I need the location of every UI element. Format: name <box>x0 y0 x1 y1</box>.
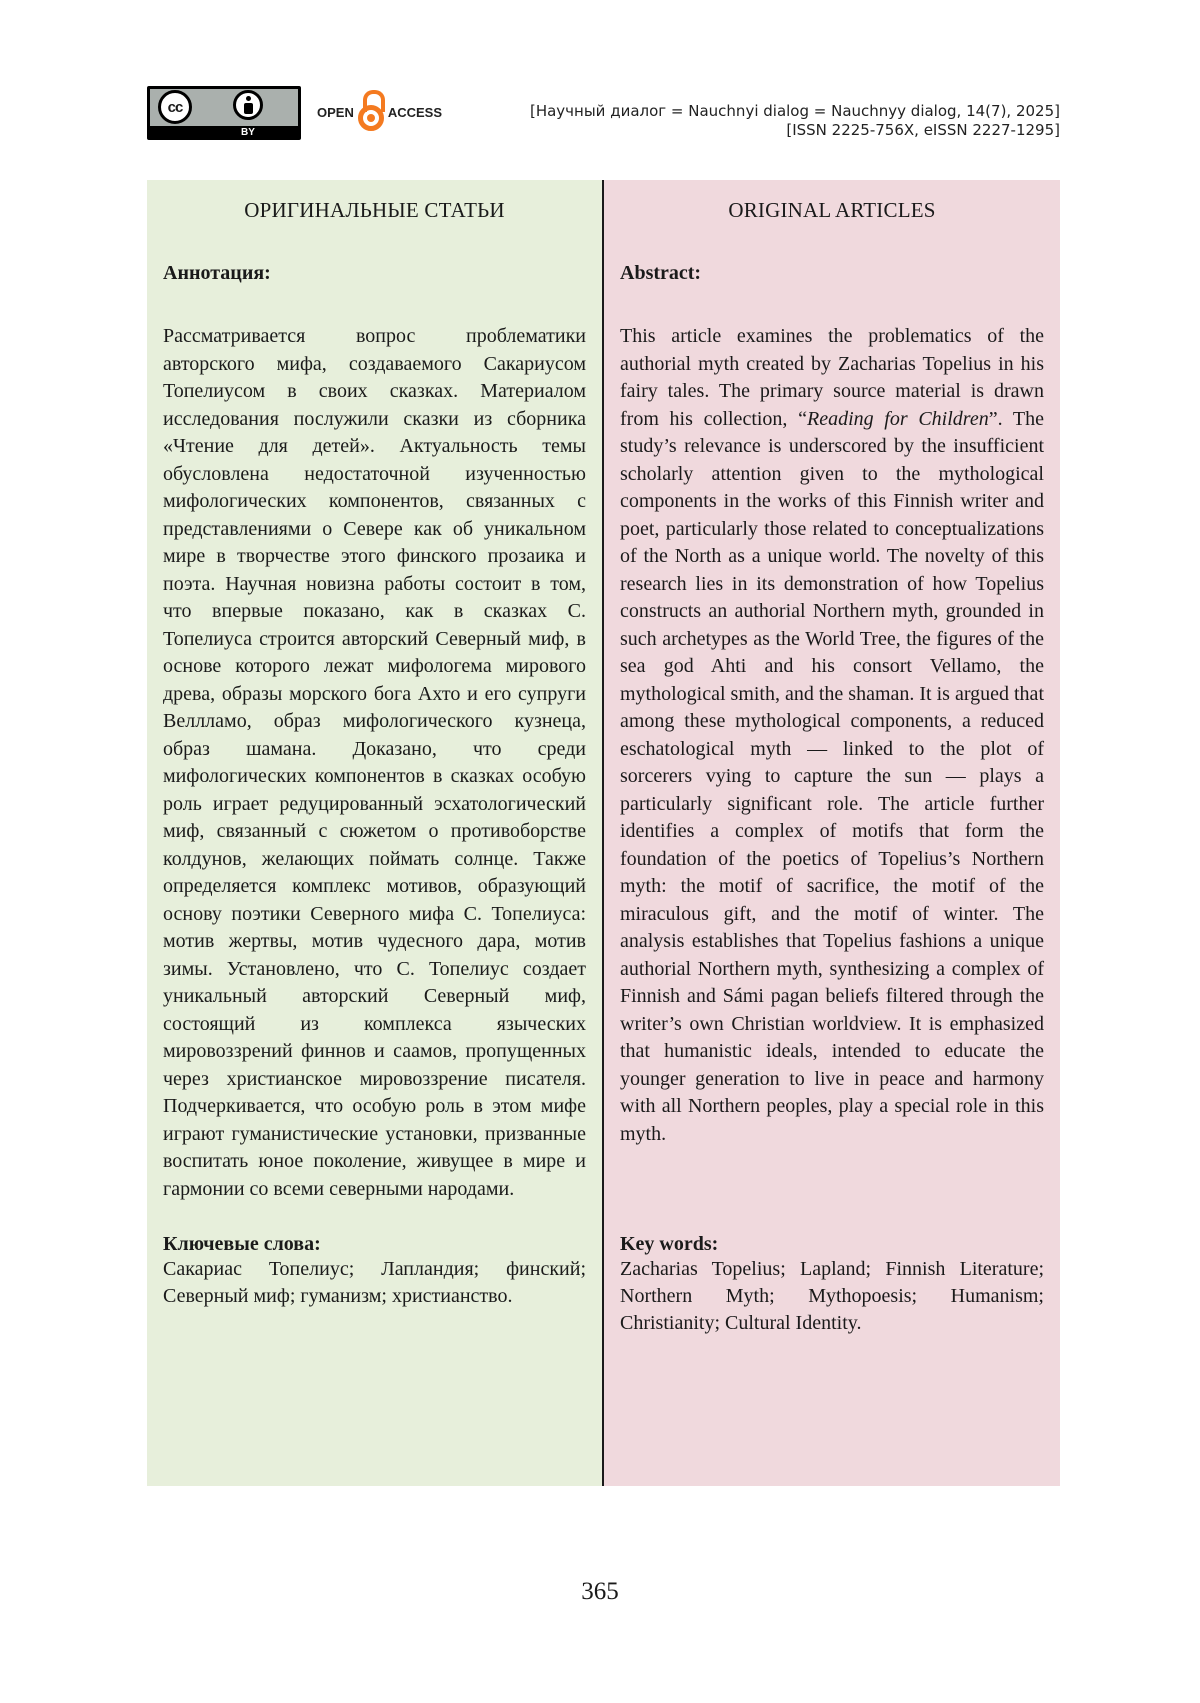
journal-citation <box>530 102 1060 140</box>
abstract-panel <box>147 180 1060 1486</box>
en-abstract-part-1: This article examines the problematics of the authorial myth created by Zacharias Topelius in his fairy tales. The primary source material is drawn from his collection, “ <box>620 325 1044 430</box>
attribution-person-icon <box>233 90 263 120</box>
english-column <box>604 180 1060 1486</box>
creative-commons-by-icon[interactable] <box>147 86 301 140</box>
en-abstract-heading: Abstract: <box>620 262 702 284</box>
ru-abstract-heading: Аннотация: <box>163 262 271 284</box>
en-section-title: ORIGINAL ARTICLES <box>728 198 936 222</box>
cc-logo-icon <box>158 90 192 124</box>
en-keywords-heading: Key words: <box>620 1233 719 1255</box>
ru-abstract-text: Рассматривается вопрос проблематики авторского мифа, создаваемого Сакариусом Топелиусом в своих сказках. Материалом исследования послужили сказки из сборника «Чтение для детей». Актуальность темы обусловлена недостаточной изученностью мифологических компонентов, связанных с представлениями о Севере как об уникальном мире в творчестве этого финского прозаика и поэта. Научная новизна работы состоит в том, что впервые показано, как в сказках С. Топелиуса строится авторский Северный миф, в основе которого лежат мифологема мирового древа, образы морского бога Ахто и его супруги Веллламо, образ мифологического кузнеца, образ шамана. Доказано, что среди мифологических компонентов в сказках особую роль играет редуцированный эсхатологический миф, связанный с сюжетом о противоборстве колдунов, желающих поймать солнце. Также определяется комплекс мотивов, образующий основу поэтики Северного мифа С. Топелиуса: мотив жертвы, мотив чудесного дара, мотив зимы. Установлено, что С. Топелиус создает уникальный авторский Северный миф, состоящий из комплекса языческих мировоззрений финнов и саамов, пропущенных через христианское мировоззрение писателя. Подчеркивается, что особую роль в этом мифе играют гуманистические установки, призванные воспитать юное поколение, живущее в мире и гармонии со всеми северными народами. <box>163 325 586 1200</box>
ru-keywords-heading: Ключевые слова: <box>163 1233 321 1255</box>
en-abstract-part-2: ”. The study’s relevance is underscored by the insufficient scholarly attention given to the mythological components in the works of this Finnish writer and poet, particularly those related to conceptualizations of the North as a unique world. The novelty of this research lies in its demonstration of how Topelius constructs an authorial Northern myth, grounded in such archetypes as the World Tree, the figures of the sea god Ahti and his consort Vellamo, the mythological smith, and the shaman. It is argued that among these mythological components, a reduced eschatological myth — linked to the plot of sorcerers vying to capture the sun — plays a particularly significant role. The article further identifies a complex of motifs that form the foundation of the poetics of Topelius’s Northern myth: the motif of sacrifice, the motif of the miraculous gift, and the motif of winter. The analysis establishes that Topelius fashions a unique authorial Northern myth, synthesizing a complex of Finnish and Sámi pagan beliefs filtered through the writer’s own Christian worldview. It is emphasized that humanistic ideals, intended to educate the younger generation to live in peace and harmony with all Northern peoples, play a special role in this myth. <box>620 407 1044 1145</box>
russian-column <box>147 180 602 1486</box>
open-access-lock-icon <box>356 88 386 136</box>
en-keywords-text: Zacharias Topelius; Lapland; Finnish Literature; Northern Myth; Mythopoesis; Humanism; Christianity; Cultural Identity. <box>620 1258 1044 1334</box>
en-abstract-book-title: Reading for Children <box>806 407 989 430</box>
by-label: BY <box>241 127 255 138</box>
cc-label: cc <box>167 98 183 116</box>
citation-line-1: [Научный диалог = Nauchnyi dialog = Nauchnyy dialog, 14(7), 2025] <box>529 102 1060 120</box>
citation-line-2: [ISSN 2225-756X, eISSN 2227-1295] <box>786 121 1060 139</box>
ru-section-title: ОРИГИНАЛЬНЫЕ СТАТЬИ <box>244 198 505 222</box>
page-number: 365 <box>581 1578 619 1605</box>
en-abstract-text <box>620 323 1044 1233</box>
open-access-logo[interactable] <box>317 86 442 138</box>
ru-keywords-text: Сакариас Топелиус; Лапландия; финский; Северный миф; гуманизм; христианство. <box>163 1258 586 1307</box>
page-header <box>147 86 1060 146</box>
open-access-right-text: ACCESS <box>387 104 443 120</box>
open-access-left-text: OPEN <box>317 104 354 120</box>
